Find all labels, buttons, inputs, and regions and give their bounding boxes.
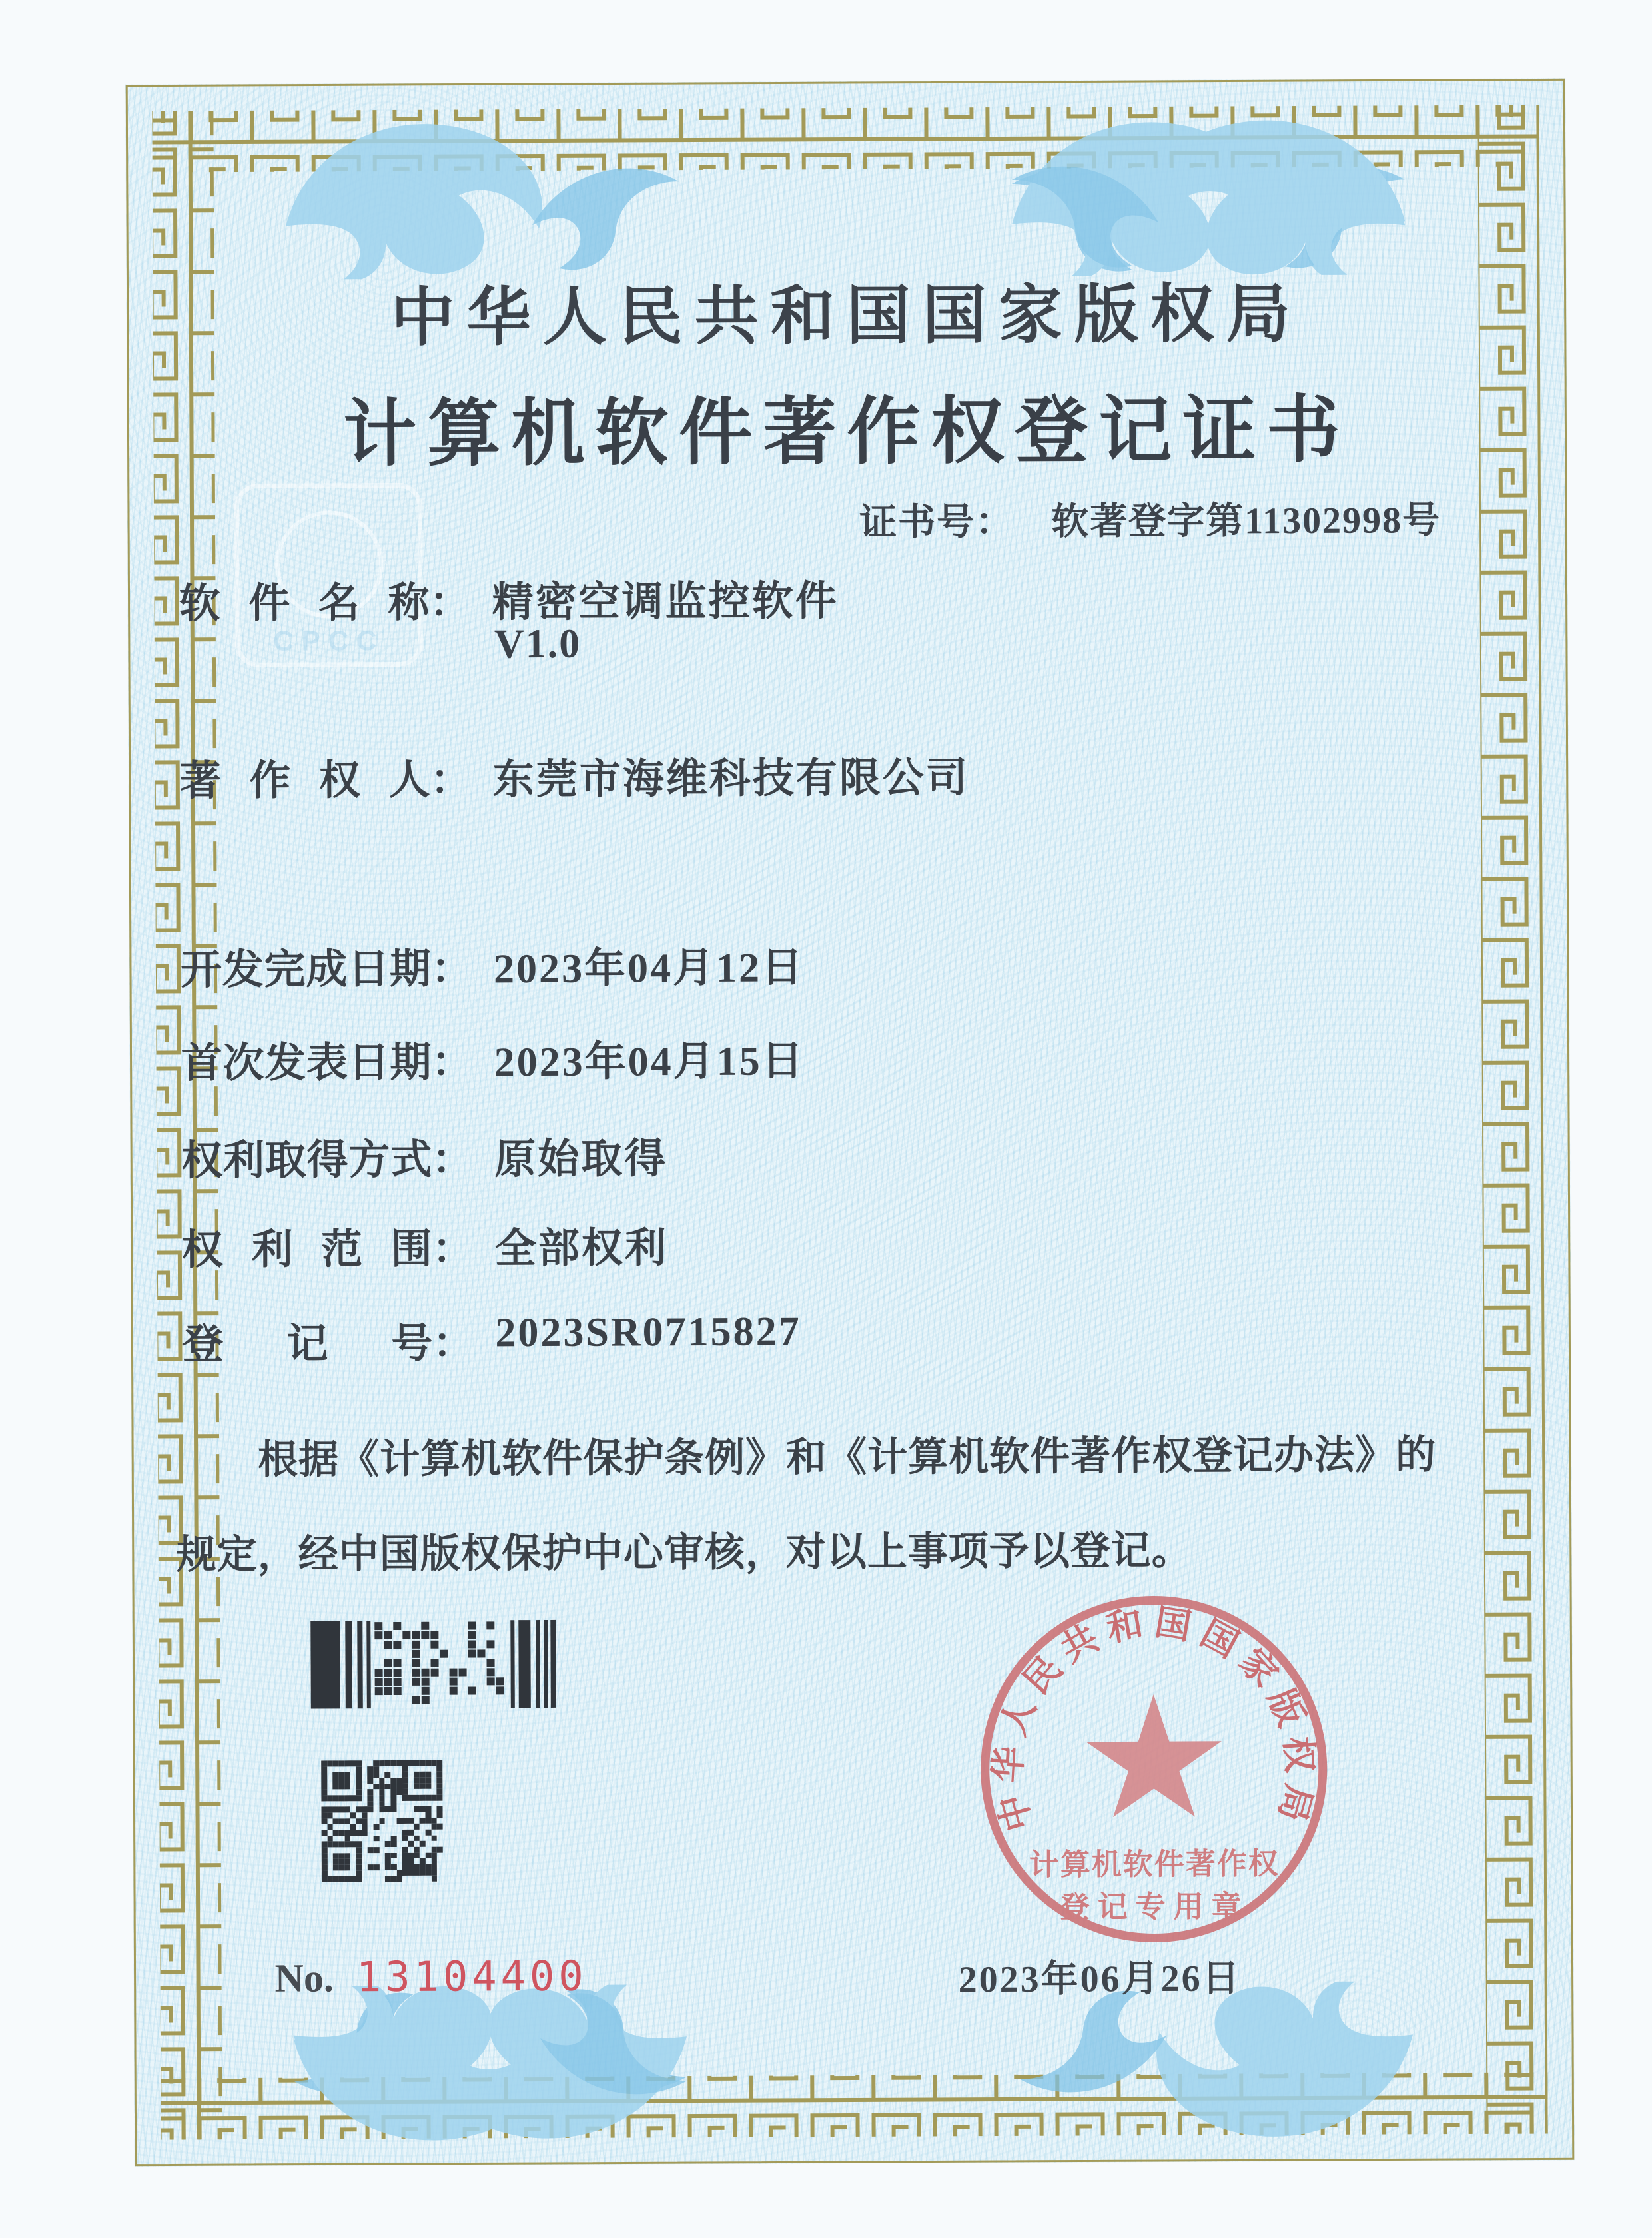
seal-text-line1: 计算机软件著作权 xyxy=(1029,1847,1280,1882)
field-dev-complete-date xyxy=(181,934,805,996)
field-label: 首次发表日期 xyxy=(181,1040,432,1087)
issue-date: 2023年06月26日 xyxy=(958,1958,1242,2001)
certificate-sheet xyxy=(125,78,1575,2166)
field-value: 2023年04月12日 xyxy=(493,945,805,992)
field-value: 全部权利 xyxy=(494,1226,669,1272)
seal-text-line2: 登记专用章 xyxy=(1059,1890,1250,1924)
serial-value: 13104400 xyxy=(356,1951,588,2002)
certificate-title: 计算机软件著作权登记证书 xyxy=(343,389,1351,476)
field-label: 权利范围 xyxy=(181,1226,432,1274)
serial-label: No. xyxy=(274,1956,334,2000)
field-value: 原始取得 xyxy=(494,1136,668,1183)
certificate-number-value: 软著登字第11302998号 xyxy=(1051,500,1442,543)
field-rights-acquisition xyxy=(181,1125,667,1186)
field-colon: ： xyxy=(430,946,473,992)
issuing-authority-title: 中华人民共和国国家版权局 xyxy=(390,278,1302,354)
field-label: 著作权人 xyxy=(179,757,430,805)
field-value: 东莞市海维科技有限公司 xyxy=(492,755,969,803)
field-value: 精密空调监控软件 xyxy=(492,579,839,626)
statement-line-1: 根据《计算机软件保护条例》和《计算机软件著作权登记办法》的 xyxy=(258,1433,1437,1482)
field-colon: ： xyxy=(432,1321,474,1367)
field-copyright-owner xyxy=(180,744,969,807)
floral-ornament-bottom xyxy=(294,1981,1414,2172)
field-colon: ： xyxy=(431,1040,473,1086)
floral-ornament-top xyxy=(285,88,1405,279)
statement-line-2: 规定，经中国版权保护中心审核，对以上事项予以登记。 xyxy=(176,1528,1192,1577)
field-first-publish-date xyxy=(181,1027,805,1089)
seal-arc-text-path: 中华人民共和国国家版权局 xyxy=(987,1602,1320,1836)
serial-number-line xyxy=(274,1952,587,2002)
field-label: 权利取得方式 xyxy=(181,1137,432,1184)
field-colon: ： xyxy=(429,580,471,626)
field-colon: ： xyxy=(430,757,472,803)
field-value: 2023年04月15日 xyxy=(494,1038,805,1086)
certificate-number-label: 证书号： xyxy=(859,501,1015,544)
field-label: 开发完成日期 xyxy=(180,946,432,994)
field-rights-scope xyxy=(182,1214,668,1276)
field-registration-number xyxy=(182,1308,801,1370)
official-seal xyxy=(980,1595,1328,1943)
field-label: 登记号 xyxy=(182,1321,433,1368)
cpcc-watermark-text: CPCC xyxy=(273,625,385,657)
field-value: 2023SR0715827 xyxy=(495,1309,801,1356)
field-label: 软件名称 xyxy=(179,580,430,627)
barcode-graphic xyxy=(310,1620,556,1709)
qr-code-graphic xyxy=(321,1760,443,1882)
software-version: V1.0 xyxy=(494,621,582,667)
certificate-number-line xyxy=(859,490,1441,546)
field-colon: ： xyxy=(432,1137,474,1183)
field-colon: ： xyxy=(432,1226,474,1272)
